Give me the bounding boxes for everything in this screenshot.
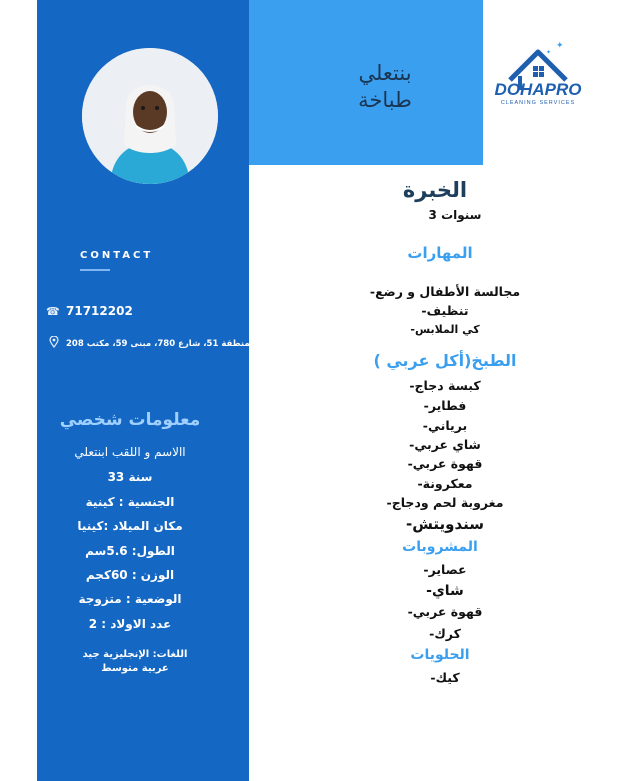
drink-item: -شاي bbox=[426, 583, 464, 599]
phone-number[interactable]: 71712202 bbox=[66, 304, 133, 318]
phone-icon: ☎ bbox=[46, 304, 60, 318]
svg-text:✦: ✦ bbox=[556, 41, 564, 51]
info-nationality: الجنسية : كينية bbox=[85, 495, 175, 509]
logo-tagline: CLEANING SERVICES bbox=[500, 100, 576, 106]
skill-item: -تنظيف bbox=[421, 303, 469, 318]
cooking-item: -شاي عربي bbox=[409, 437, 481, 452]
info-full-name: االاسم و اللقب ابنتعلي bbox=[74, 445, 186, 459]
skills-heading: المهارات bbox=[407, 244, 473, 262]
logo-house-icon bbox=[486, 40, 590, 118]
address-row bbox=[48, 336, 256, 351]
job-title-block bbox=[330, 60, 440, 114]
info-birthplace: مكان الميلاد :كينيا bbox=[77, 519, 183, 533]
info-languages-line2: عربية متوسط bbox=[101, 663, 169, 674]
cooking-item: -قهوة عربي bbox=[407, 456, 483, 471]
location-pin-icon bbox=[48, 336, 60, 351]
cooking-item: -برياني bbox=[422, 418, 468, 433]
cooking-item: -سندويتش bbox=[405, 515, 485, 533]
profile-photo bbox=[82, 48, 218, 184]
info-languages-line1: اللغات: الإنجليزية جيد bbox=[82, 649, 188, 660]
info-marital-status: الوضعية : متزوجة bbox=[78, 592, 182, 606]
info-children: عدد الاولاد : 2 bbox=[88, 617, 172, 631]
candidate-name: بنتعلي bbox=[358, 61, 412, 85]
sweets-heading: الحلويات bbox=[410, 647, 470, 663]
personal-info-heading: معلومات شخصي bbox=[59, 410, 201, 430]
skill-item: -كي الملابس bbox=[410, 323, 480, 336]
phone-row bbox=[46, 304, 133, 318]
info-weight: الوزن : 60كجم bbox=[85, 568, 175, 582]
experience-heading: الخبرة bbox=[402, 178, 468, 202]
address-text: المنطقة 51، شارع 780، مبنى 59، مكتب 208 bbox=[66, 338, 257, 349]
person-illustration bbox=[82, 48, 218, 184]
logo-wordmark: DOHAPRO bbox=[494, 80, 582, 99]
contact-divider bbox=[80, 269, 110, 271]
info-height: الطول: 5.6سم bbox=[85, 544, 175, 558]
cooking-item: -كبسة دجاج bbox=[409, 378, 481, 393]
cooking-item: -فطاير bbox=[423, 398, 467, 413]
cooking-item: -مغروبة لحم ودجاج bbox=[386, 495, 504, 510]
cooking-item: -معكرونة bbox=[417, 476, 473, 491]
experience-years: 3 سنوات bbox=[428, 208, 482, 222]
candidate-role: طباخة bbox=[358, 88, 412, 112]
drinks-heading: المشروبات bbox=[402, 539, 478, 555]
dohapro-logo bbox=[486, 40, 590, 118]
drink-item: -كرك bbox=[429, 626, 461, 641]
skill-item: -مجالسة الأطفال و رضع bbox=[369, 284, 521, 299]
contact-heading: CONTACT bbox=[80, 250, 154, 261]
drink-item: -عصاير bbox=[423, 562, 467, 577]
info-age: سنة 33 bbox=[107, 470, 153, 484]
drink-item: -قهوة عربي bbox=[407, 604, 483, 619]
cooking-heading: الطبخ(أكل عربي ) bbox=[373, 351, 517, 370]
sweet-item: -كيك bbox=[430, 670, 460, 685]
svg-text:✦: ✦ bbox=[546, 49, 552, 56]
